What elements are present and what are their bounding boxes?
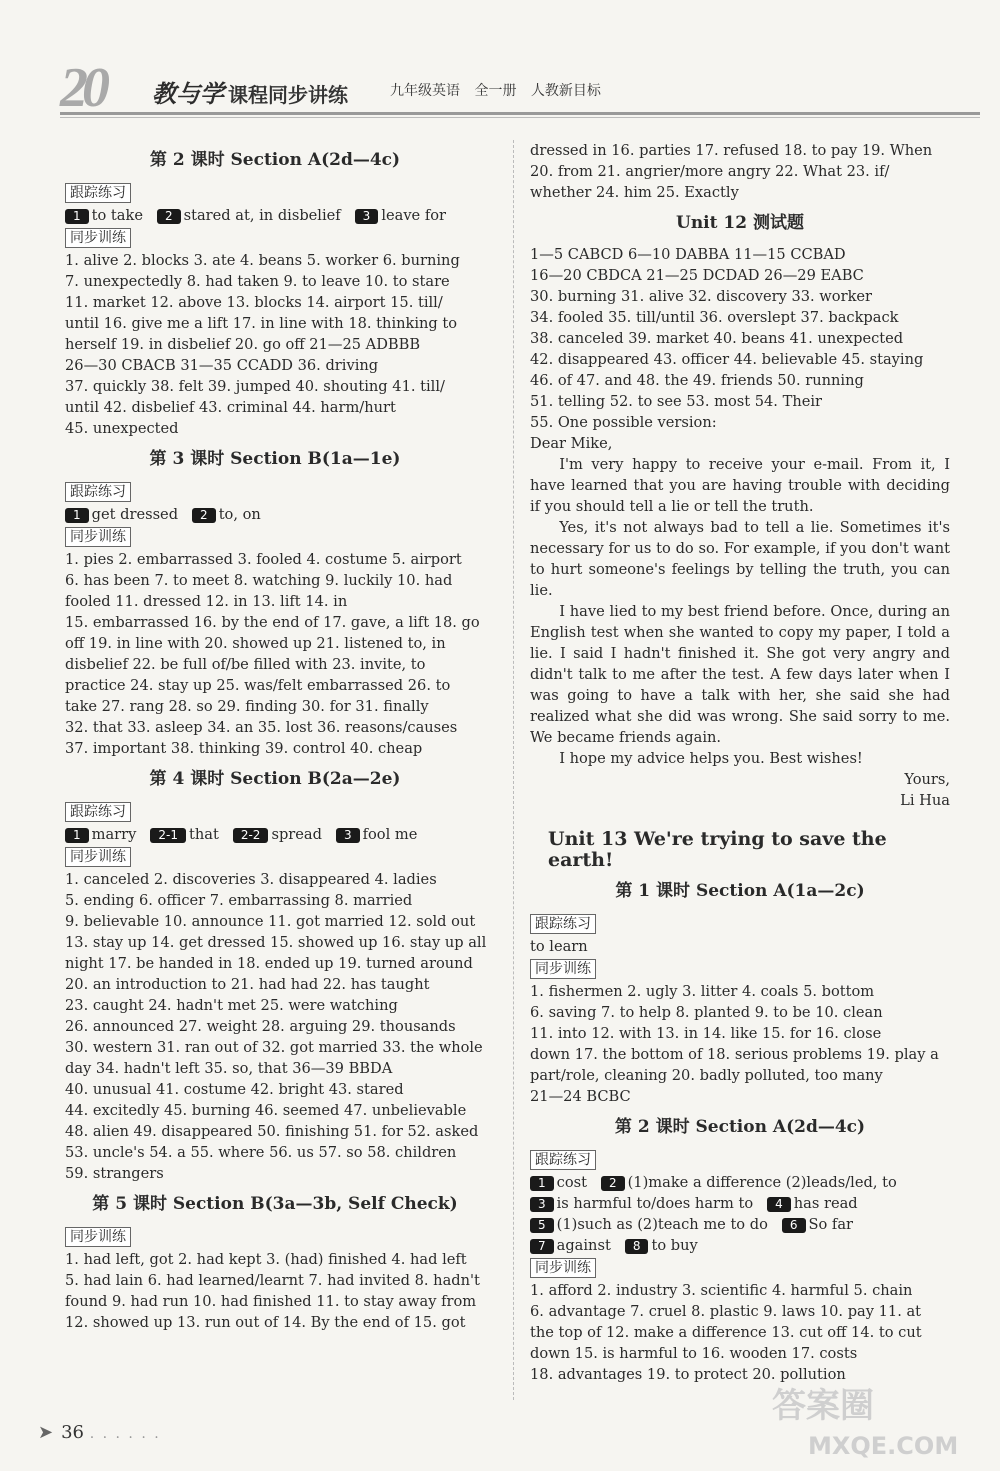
section-tag: 同步训练 [530, 959, 596, 979]
section-tag: 同步训练 [65, 228, 131, 248]
answer-line: herself 19. in disbelief 20. go off 21—25 ADBBB [65, 336, 421, 353]
section-tag: 同步训练 [530, 1258, 596, 1278]
answer-line: 20. an introduction to 21. had had 22. has taught [65, 976, 430, 993]
series-logo: 20 [60, 57, 104, 119]
section-tag: 跟踪练习 [65, 482, 131, 502]
brand-series: 课程同步讲练 [228, 83, 348, 107]
page-footer [38, 1422, 161, 1443]
answer-line: 18. advantages 19. to protect 20. pollution [530, 1366, 846, 1383]
lesson-heading: 第 3 课时 Section B(1a—1e) [149, 449, 401, 469]
answer-text: to take [91, 207, 143, 224]
answer-line: disbelief 22. be full of/be filled with 23. invite, to [65, 656, 426, 673]
answer-line: down 15. is harmful to 16. wooden 17. costs [530, 1345, 858, 1362]
question-number-badge: 2-2 [233, 828, 269, 843]
answer-line: 55. One possible version: [530, 414, 717, 431]
answer-line: day 34. hadn't left 35. so, that 36—39 BBDA [65, 1060, 393, 1077]
question-number-badge: 3 [355, 209, 379, 224]
question-number-badge: 5 [530, 1218, 554, 1233]
answer-line: 13. stay up 14. get dressed 15. showed up 16. stay up all [65, 934, 487, 951]
answer-line: to learn [530, 938, 588, 955]
answer-line: 45. unexpected [65, 420, 179, 437]
answer-line: 20. from 21. angrier/more angry 22. What 23. if/ [530, 163, 890, 180]
footer-dots: . . . . . . [89, 1426, 161, 1442]
question-number-badge: 2-1 [150, 828, 186, 843]
answer-line: 1. pies 2. embarrassed 3. fooled 4. costume 5. airport [65, 551, 462, 568]
question-number-badge: 2 [192, 508, 216, 523]
question-number-badge: 4 [767, 1197, 791, 1212]
header-rule-thin [60, 117, 980, 118]
answer-text: against [556, 1237, 611, 1254]
section-tag: 同步训练 [65, 1227, 131, 1247]
answer-line: night 17. be handed in 18. ended up 19. turned around [65, 955, 473, 972]
lesson-heading: 第 2 课时 Section A(2d—4c) [149, 150, 401, 170]
answer-text: get dressed [91, 506, 179, 523]
lesson-heading: 第 2 课时 Section A(2d—4c) [614, 1117, 866, 1137]
answer-line: 6. advantage 7. cruel 8. plastic 9. laws 10. pay 11. at [530, 1303, 922, 1320]
answer-line: 9. believable 10. announce 11. got married 12. sold out [65, 913, 476, 930]
question-number-badge: 3 [530, 1197, 554, 1212]
section-tag: 跟踪练习 [65, 802, 131, 822]
section-tag-row [530, 957, 950, 981]
section-tag-row [65, 525, 485, 549]
answer-line: 1. had left, got 2. had kept 3. (had) finished 4. had left [65, 1251, 467, 1268]
watermark-url: MXQE.COM [808, 1432, 959, 1460]
answer-text: to buy [651, 1237, 698, 1254]
arrow-icon: ➤ [38, 1422, 54, 1443]
answer-line: 37. important 38. thinking 39. control 40. cheap [65, 740, 423, 757]
answer-line: 32. that 33. asleep 34. an 35. lost 36. reasons/causes [65, 719, 458, 736]
answer-line: 11. market 12. above 13. blocks 14. airport 15. till/ [65, 294, 443, 311]
left-column [65, 140, 485, 1333]
answer-line: 7. unexpectedly 8. had taken 9. to leave 10. to stare [65, 273, 450, 290]
answer-line: 12. showed up 13. run out of 14. By the end of 15. got [65, 1314, 466, 1331]
answer-line: 59. strangers [65, 1165, 164, 1182]
answer-line: until 42. disbelief 43. criminal 44. harm/hurt [65, 399, 396, 416]
answer-line: 21—24 BCBC [530, 1088, 631, 1105]
answer-line: 30. burning 31. alive 32. discovery 33. worker [530, 288, 873, 305]
answer-line: 15. embarrassed 16. by the end of 17. gave, a lift 18. go [65, 614, 480, 631]
answer-line: 1. canceled 2. discoveries 3. disappeared 4. ladies [65, 871, 437, 888]
answer-line: 1. alive 2. blocks 3. ate 4. beans 5. worker 6. burning [65, 252, 460, 269]
section-tag-row [530, 1148, 950, 1172]
section-tag-row [65, 800, 485, 824]
answer-text: spread [271, 826, 322, 843]
answer-text: leave for [381, 207, 447, 224]
section-tag-row [65, 181, 485, 205]
question-number-badge: 8 [625, 1239, 649, 1254]
question-number-badge: 1 [65, 828, 89, 843]
column-divider [513, 140, 514, 1400]
header-rule [60, 112, 980, 115]
answer-line: 30. western 31. ran out of 32. got married 33. the whole [65, 1039, 483, 1056]
answer-line: 5. had lain 6. had learned/learnt 7. had invited 8. hadn't [65, 1272, 480, 1289]
answer-line: fooled 11. dressed 12. in 13. lift 14. in [65, 593, 348, 610]
exercise-answer-row [65, 205, 485, 226]
answer-line: 38. canceled 39. market 40. beans 41. unexpected [530, 330, 904, 347]
section-tag-row [65, 845, 485, 869]
question-number-badge: 1 [65, 508, 89, 523]
exercise-answer-row [65, 504, 485, 525]
exercise-answer-row [65, 824, 485, 845]
exercise-answer-row [530, 1235, 950, 1256]
answer-line: 42. disappeared 43. officer 44. believable 45. staying [530, 351, 924, 368]
answer-line: 11. into 12. with 13. in 14. like 15. for 16. close [530, 1025, 882, 1042]
book-subtitle: 九年级英语 全一册 人教新目标 [390, 83, 601, 99]
section-tag: 同步训练 [65, 847, 131, 867]
question-number-badge: 6 [782, 1218, 806, 1233]
answer-line: 46. of 47. and 48. the 49. friends 50. running [530, 372, 864, 389]
answer-text: fool me [362, 826, 418, 843]
answer-line: take 27. rang 28. so 29. finding 30. for 31. finally [65, 698, 429, 715]
question-number-badge: 3 [336, 828, 360, 843]
exercise-answer-row [530, 1193, 950, 1214]
answer-line: 40. unusual 41. costume 42. bright 43. stared [65, 1081, 404, 1098]
answer-line: 34. fooled 35. till/until 36. overslept 37. backpack [530, 309, 899, 326]
question-number-badge: 1 [530, 1176, 554, 1191]
answer-line: until 16. give me a lift 17. in line with 18. thinking to [65, 315, 458, 332]
answer-text: So far [808, 1216, 854, 1233]
answer-line: the top of 12. make a difference 13. cut off 14. to cut [530, 1324, 922, 1341]
answer-line: 1—5 CABCD 6—10 DABBA 11—15 CCBAD [530, 246, 846, 263]
answer-line: 5. ending 6. officer 7. embarrassing 8. married [65, 892, 413, 909]
answer-line: 6. has been 7. to meet 8. watching 9. luckily 10. had [65, 572, 453, 589]
unit-heading: Unit 13 We're trying to save the earth! [548, 828, 887, 871]
answer-line: 44. excitedly 45. burning 46. seemed 47. unbelievable [65, 1102, 467, 1119]
answer-text: has read [793, 1195, 858, 1212]
watermark-logo: 答案圈 [772, 1386, 874, 1426]
answer-line: down 17. the bottom of 18. serious problems 19. play a [530, 1046, 939, 1063]
answer-line: part/role, cleaning 20. badly polluted, too many [530, 1067, 883, 1084]
answer-text: that [189, 826, 219, 843]
lesson-heading: 第 1 课时 Section A(1a—2c) [615, 881, 865, 901]
section-tag-row [65, 1225, 485, 1249]
answer-text: (1)such as (2)teach me to do [556, 1216, 768, 1233]
answer-line: 26—30 CBACB 31—35 CCADD 36. driving [65, 357, 379, 374]
brand-name: 教与学 [152, 79, 224, 108]
answer-line: 23. caught 24. hadn't met 25. were watching [65, 997, 398, 1014]
question-number-badge: 2 [157, 209, 181, 224]
letter-signature: Li Hua [900, 792, 950, 809]
section-tag: 跟踪练习 [530, 1150, 596, 1170]
book-brand [152, 74, 348, 109]
section-tag: 同步训练 [65, 527, 131, 547]
answer-line: Dear Mike, [530, 435, 613, 452]
letter-signature: Yours, [904, 771, 950, 788]
letter-paragraph: I hope my advice helps you. Best wishes! [559, 750, 863, 767]
answer-line: 16—20 CBDCA 21—25 DCDAD 26—29 EABC [530, 267, 864, 284]
letter-paragraph: Yes, it's not always bad to tell a lie. Sometimes it's necessary for us to do so. For example, if you don't want to hurt someone's feelings by telling the truth, you can lie. [530, 519, 950, 599]
right-column [530, 140, 950, 1385]
answer-line: 53. uncle's 54. a 55. where 56. us 57. so 58. children [65, 1144, 457, 1161]
answer-line: 6. saving 7. to help 8. planted 9. to be 10. clean [530, 1004, 883, 1021]
answer-line: 48. alien 49. disappeared 50. finishing 51. for 52. asked [65, 1123, 479, 1140]
answer-line: practice 24. stay up 25. was/felt embarrassed 26. to [65, 677, 451, 694]
exercise-answer-row [530, 1214, 950, 1235]
section-tag-row [65, 226, 485, 250]
answer-text: marry [91, 826, 137, 843]
section-tag-row [65, 480, 485, 504]
letter-paragraph: I'm very happy to receive your e-mail. From it, I have learned that you are having trouble with deciding if you should tell a lie or tell the truth. [530, 456, 950, 515]
answer-line: whether 24. him 25. Exactly [530, 184, 739, 201]
answer-line: 37. quickly 38. felt 39. jumped 40. shouting 41. till/ [65, 378, 445, 395]
answer-line: 1. fishermen 2. ugly 3. litter 4. coals 5. bottom [530, 983, 875, 1000]
answer-text: is harmful to/does harm to [556, 1195, 754, 1212]
page-header [40, 50, 980, 119]
unit-test-heading: Unit 12 测试题 [676, 213, 804, 233]
answer-line: dressed in 16. parties 17. refused 18. to pay 19. When [530, 142, 933, 159]
answer-text: stared at, in disbelief [183, 207, 341, 224]
page-number: 36 [61, 1422, 84, 1443]
answer-text: (1)make a difference (2)leads/led, to [627, 1174, 897, 1191]
section-tag: 跟踪练习 [65, 183, 131, 203]
section-tag-row [530, 912, 950, 936]
answer-line: found 9. had run 10. had finished 11. to stay away from [65, 1293, 477, 1310]
question-number-badge: 7 [530, 1239, 554, 1254]
answer-line: off 19. in line with 20. showed up 21. listened to, in [65, 635, 446, 652]
answer-line: 26. announced 27. weight 28. arguing 29. thousands [65, 1018, 456, 1035]
answer-text: cost [556, 1174, 587, 1191]
lesson-heading: 第 4 课时 Section B(2a—2e) [149, 769, 401, 789]
question-number-badge: 2 [601, 1176, 625, 1191]
section-tag-row [530, 1256, 950, 1280]
section-tag: 跟踪练习 [530, 914, 596, 934]
exercise-answer-row [530, 1172, 950, 1193]
lesson-heading: 第 5 课时 Section B(3a—3b, Self Check) [92, 1194, 458, 1214]
question-number-badge: 1 [65, 209, 89, 224]
answer-line: 51. telling 52. to see 53. most 54. Their [530, 393, 822, 410]
answer-text: to, on [218, 506, 261, 523]
answer-line: 1. afford 2. industry 3. scientific 4. harmful 5. chain [530, 1282, 913, 1299]
letter-paragraph: I have lied to my best friend before. Once, during an English test when she wanted to copy my paper, I told a lie. I said I hadn't finished it. She got very angry and didn't talk to me after the test. A few days later when I was going to have a talk with her, she said she had realized what she did was wrong. She said sorry to me. We became friends again. [530, 603, 950, 746]
